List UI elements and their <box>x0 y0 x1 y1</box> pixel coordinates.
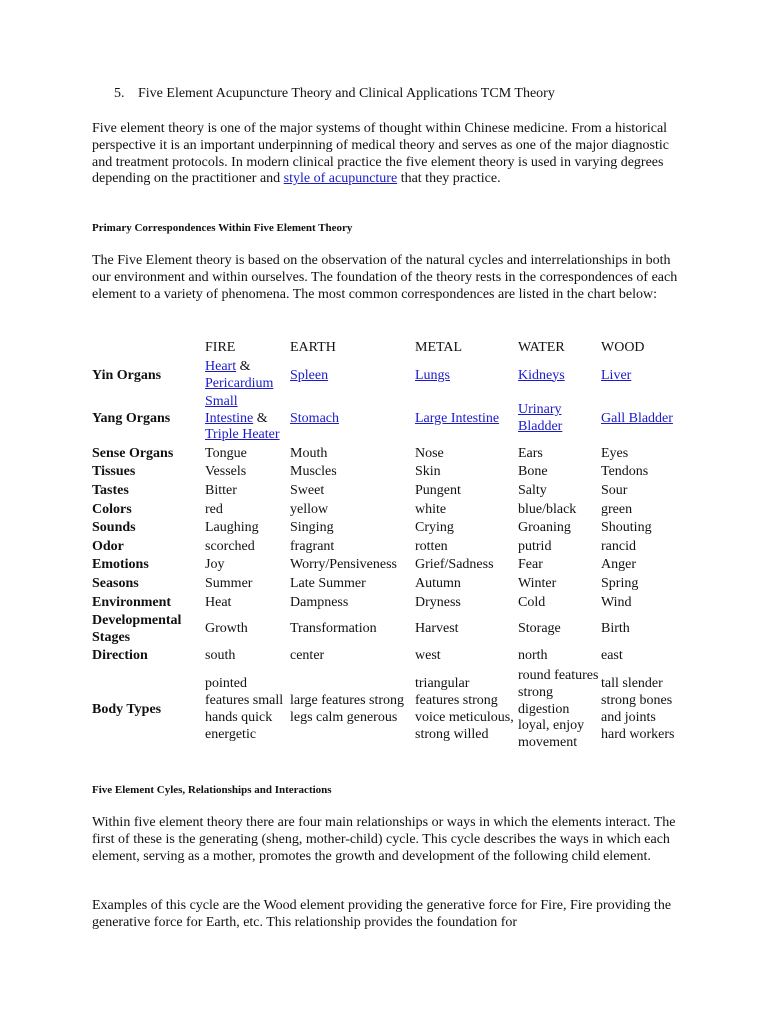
column-header-metal: METAL <box>415 339 463 355</box>
heart-link[interactable]: Heart <box>205 359 237 375</box>
intro-text-end: that they practice. <box>397 171 501 187</box>
cell-wood <box>599 359 681 393</box>
cell-wood: Spring <box>601 576 639 592</box>
cell-water: Salty <box>518 483 547 499</box>
table-row <box>90 666 681 754</box>
row-label: Environment <box>92 594 172 610</box>
row-label: Colors <box>92 501 132 517</box>
cell-water: Bone <box>518 464 548 480</box>
table-row <box>90 612 681 647</box>
cell-water: putrid <box>518 538 552 554</box>
cell-fire: Bitter <box>205 483 237 499</box>
row-label: Yin Organs <box>92 367 162 383</box>
cell-wood: rancid <box>601 538 636 554</box>
column-header-earth: EARTH <box>290 339 336 355</box>
cell-metal: Skin <box>415 464 441 480</box>
cell-fire <box>203 393 288 445</box>
column-header-fire: FIRE <box>205 339 236 355</box>
cell-wood: Tendons <box>601 464 649 480</box>
cell-metal <box>413 393 516 445</box>
row-label: Emotions <box>92 557 149 573</box>
row-label: Odor <box>92 538 124 554</box>
cell-earth <box>288 359 413 393</box>
table-row <box>90 557 681 576</box>
row-label: Tastes <box>92 483 129 499</box>
cell-wood: Birth <box>601 621 630 637</box>
kidneys-link[interactable]: Kidneys <box>518 367 565 383</box>
urinary-bladder-link[interactable]: Urinary Bladder <box>518 402 563 434</box>
cell-fire: Growth <box>205 621 248 637</box>
cell-metal: Nose <box>415 445 444 461</box>
table-row <box>90 519 681 538</box>
correspondence-table <box>90 337 681 754</box>
small-intestine-link[interactable]: Small Intestine <box>205 393 254 426</box>
table-row <box>90 501 681 520</box>
cell-metal: west <box>415 648 441 664</box>
cell-earth: fragrant <box>290 538 335 554</box>
heading-title: Five Element Acupuncture Theory and Clinical Applications TCM Theory <box>138 86 555 101</box>
table-row <box>90 393 681 445</box>
cell-wood: east <box>601 648 623 664</box>
gall-bladder-link[interactable]: Gall Bladder <box>601 410 673 426</box>
cell-water <box>516 393 599 445</box>
cell-water: north <box>518 648 548 664</box>
cell-metal <box>413 359 516 393</box>
triple-heater-link[interactable]: Triple Heater <box>205 427 280 443</box>
cell-fire: Joy <box>205 557 225 573</box>
cell-earth: Dampness <box>290 594 349 610</box>
section-heading <box>114 86 555 102</box>
cell-metal: Dryness <box>415 594 461 610</box>
cell-wood: Anger <box>601 557 636 573</box>
table-row <box>90 445 681 464</box>
cell-earth: Muscles <box>290 464 337 480</box>
cell-earth: Mouth <box>290 445 328 461</box>
ampersand: & <box>236 359 251 375</box>
cell-wood: Eyes <box>601 445 629 461</box>
cell-water: blue/black <box>518 501 577 517</box>
row-label: Sense Organs <box>92 445 174 461</box>
cell-earth <box>288 393 413 445</box>
cell-metal: Grief/Sadness <box>415 557 494 573</box>
cell-water <box>516 359 599 393</box>
cell-wood: Wind <box>601 594 632 610</box>
cell-fire: Laughing <box>205 520 259 536</box>
cell-fire: Heat <box>205 594 232 610</box>
row-label: Developmental Stages <box>92 613 182 645</box>
cell-wood: green <box>601 501 633 517</box>
row-label: Sounds <box>92 520 136 536</box>
intro-paragraph <box>92 121 678 188</box>
cell-metal: Autumn <box>415 576 461 592</box>
cell-earth: yellow <box>290 501 329 517</box>
cell-earth: Transformation <box>290 621 377 637</box>
subheading-cycles: Five Element Cyles, Relationships and Interactions <box>92 784 332 796</box>
cell-earth: Sweet <box>290 483 325 499</box>
cell-fire: Summer <box>205 576 253 592</box>
row-label: Tissues <box>92 464 136 480</box>
cell-fire: south <box>205 648 236 664</box>
table-row <box>90 594 681 613</box>
cell-water: Groaning <box>518 520 571 536</box>
cell-metal: Harvest <box>415 621 459 637</box>
cell-wood <box>599 393 681 445</box>
cell-wood: Sour <box>601 483 628 499</box>
stomach-link[interactable]: Stomach <box>290 410 339 426</box>
intro-text: Five element theory is one of the major systems of thought within Chinese medicine. From a historical perspective it is an important underpinning of medical theory and serves as one of the major diagnostic and treatment protocols. In modern clinical practice the five element theory is used in varying degrees depending on the practitioner and <box>92 121 669 187</box>
table-row <box>90 464 681 483</box>
cell-fire <box>203 359 288 393</box>
cell-fire: Vessels <box>205 464 247 480</box>
style-of-acupuncture-link[interactable]: style of acupuncture <box>283 171 398 187</box>
ampersand: & <box>253 410 268 426</box>
cycles-paragraph-1: Within five element theory there are four main relationships or ways in which the elements interact. The first of these is the generating (sheng, mother-child) cycle. This cycle describes the ways in which each element, serving as a mother, promotes the growth and development of the following child element. <box>92 815 676 864</box>
cell-metal: Crying <box>415 520 454 536</box>
cell-fire: red <box>205 501 223 517</box>
cell-wood: Shouting <box>601 520 652 536</box>
table-header-row <box>90 337 681 359</box>
row-label: Direction <box>92 648 148 664</box>
cell-water: Storage <box>518 621 561 637</box>
cell-water: Ears <box>518 445 543 461</box>
cell-water: Winter <box>518 576 557 592</box>
cell-water: Cold <box>518 594 546 610</box>
cell-water: round features strong digestion loyal, enjoy movement <box>518 667 599 751</box>
table-row <box>90 575 681 594</box>
lungs-link[interactable]: Lungs <box>415 367 450 383</box>
column-header-water: WATER <box>518 339 565 355</box>
cell-earth: large features strong legs calm generous <box>290 693 405 725</box>
cell-metal: triangular features strong voice meticulous, strong willed <box>415 676 514 742</box>
cycles-paragraph-2: Examples of this cycle are the Wood element providing the generative force for Fire, Fire providing the generative force for Earth, etc. This relationship provides the foundation for <box>92 898 672 930</box>
cell-water: Fear <box>518 557 543 573</box>
header-blank <box>90 337 203 359</box>
cell-earth: Late Summer <box>290 576 366 592</box>
cell-earth: Singing <box>290 520 334 536</box>
row-label: Seasons <box>92 576 139 592</box>
liver-link[interactable]: Liver <box>601 367 632 383</box>
row-label: Body Types <box>92 701 162 717</box>
correspondence-intro-paragraph: The Five Element theory is based on the observation of the natural cycles and interrelationships in both our environment and within ourselves. The foundation of the theory rests in the correspondences of each element to a variety of phenomena. The most common correspondences are listed in the chart below: <box>92 253 678 302</box>
cell-fire: Tongue <box>205 445 247 461</box>
cell-fire: pointed features small hands quick energetic <box>205 676 284 742</box>
heading-number: 5. <box>114 86 125 101</box>
cell-wood: tall slender strong bones and joints hard workers <box>601 676 675 742</box>
table-row <box>90 359 681 393</box>
table-row <box>90 538 681 557</box>
pericardium-link[interactable]: Pericardium <box>205 376 274 391</box>
cell-fire: scorched <box>205 538 255 554</box>
large-intestine-link[interactable]: Large Intestine <box>415 410 500 426</box>
table-row <box>90 647 681 666</box>
subheading-primary-correspondences: Primary Correspondences Within Five Element Theory <box>92 222 353 234</box>
cell-metal: Pungent <box>415 483 461 499</box>
spleen-link[interactable]: Spleen <box>290 367 329 383</box>
cell-metal: white <box>415 501 447 517</box>
column-header-wood: WOOD <box>601 339 645 355</box>
cell-metal: rotten <box>415 538 448 554</box>
cell-earth: Worry/Pensiveness <box>290 557 397 573</box>
row-label: Yang Organs <box>92 410 171 426</box>
cell-earth: center <box>290 648 325 664</box>
table-row <box>90 482 681 501</box>
